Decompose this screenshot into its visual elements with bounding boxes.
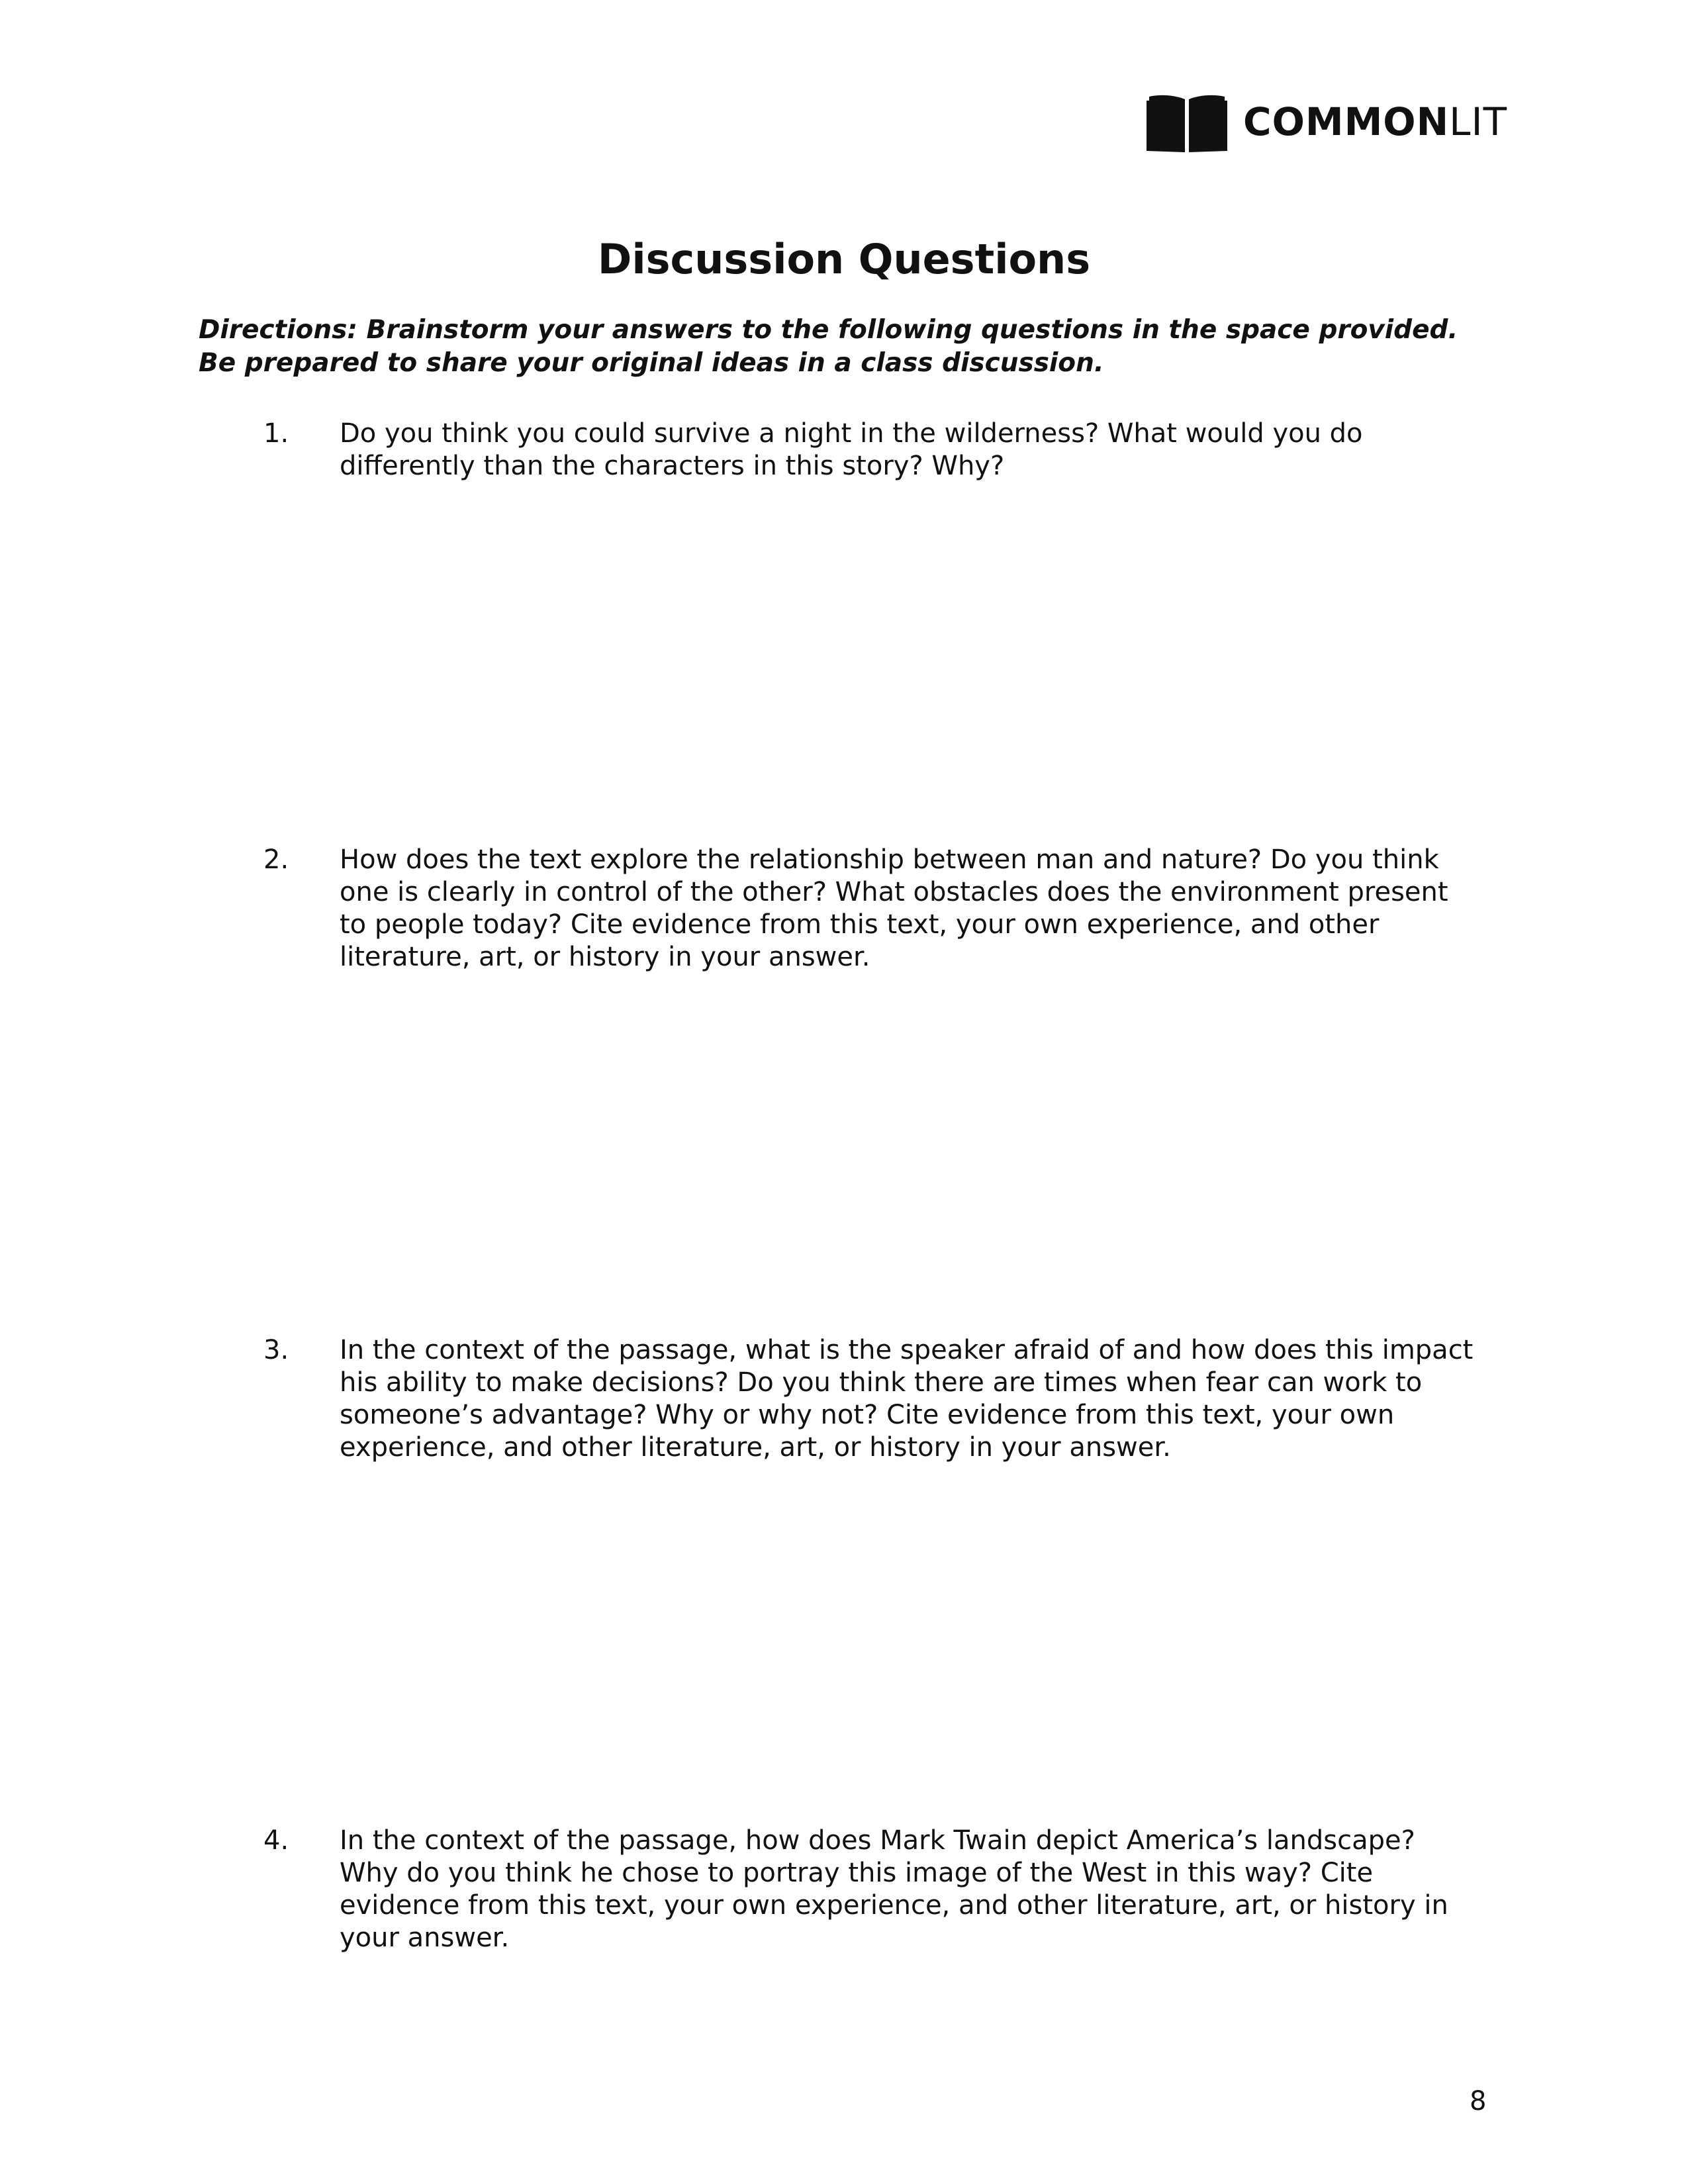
directions-text: Directions: Brainstorm your answers to the following questions in the space provided. Be prepared to share your original ideas in a class discussion. [199,315,1458,378]
page-title: Discussion Questions [597,235,1091,283]
logo-wordmark [1243,99,1508,144]
logo-wordmark-light: LIT [1449,99,1508,144]
page-number: 8 [1470,2086,1487,2116]
commonlit-logo [1147,90,1507,154]
question-text: In the context of the passage, what is the speaker afraid of and how does this impact his ability to make decisions? Do you think there are times when fear can work to someone’s advantage? Why or why not? Cite evidence from this text, your own experience, and other literature, art, or history in your answer. [340,1335,1474,1463]
question-number: 2. [263,844,289,875]
question-text: Do you think you could survive a night in the wilderness? What would you do differently than the characters in this story? Why? [340,418,1363,481]
question-text: In the context of the passage, how does Mark Twain depict America’s landscape? Why do you think he chose to portray this image of the West in this way? Cite evidence from this text, your own experience, and other literature, art, or history in your answer. [340,1825,1448,1953]
question-text: How does the text explore the relationship between man and nature? Do you think one is clearly in control of the other? What obstacles does the environment present to people today? Cite evidence from this text, your own experience, and other literature, art, or history in your answer. [340,844,1448,972]
question-number: 1. [263,418,289,449]
question-number: 3. [263,1335,289,1365]
logo-wordmark-bold: COMMON [1243,99,1450,144]
question-number: 4. [263,1825,289,1856]
open-book-icon [1147,91,1227,152]
